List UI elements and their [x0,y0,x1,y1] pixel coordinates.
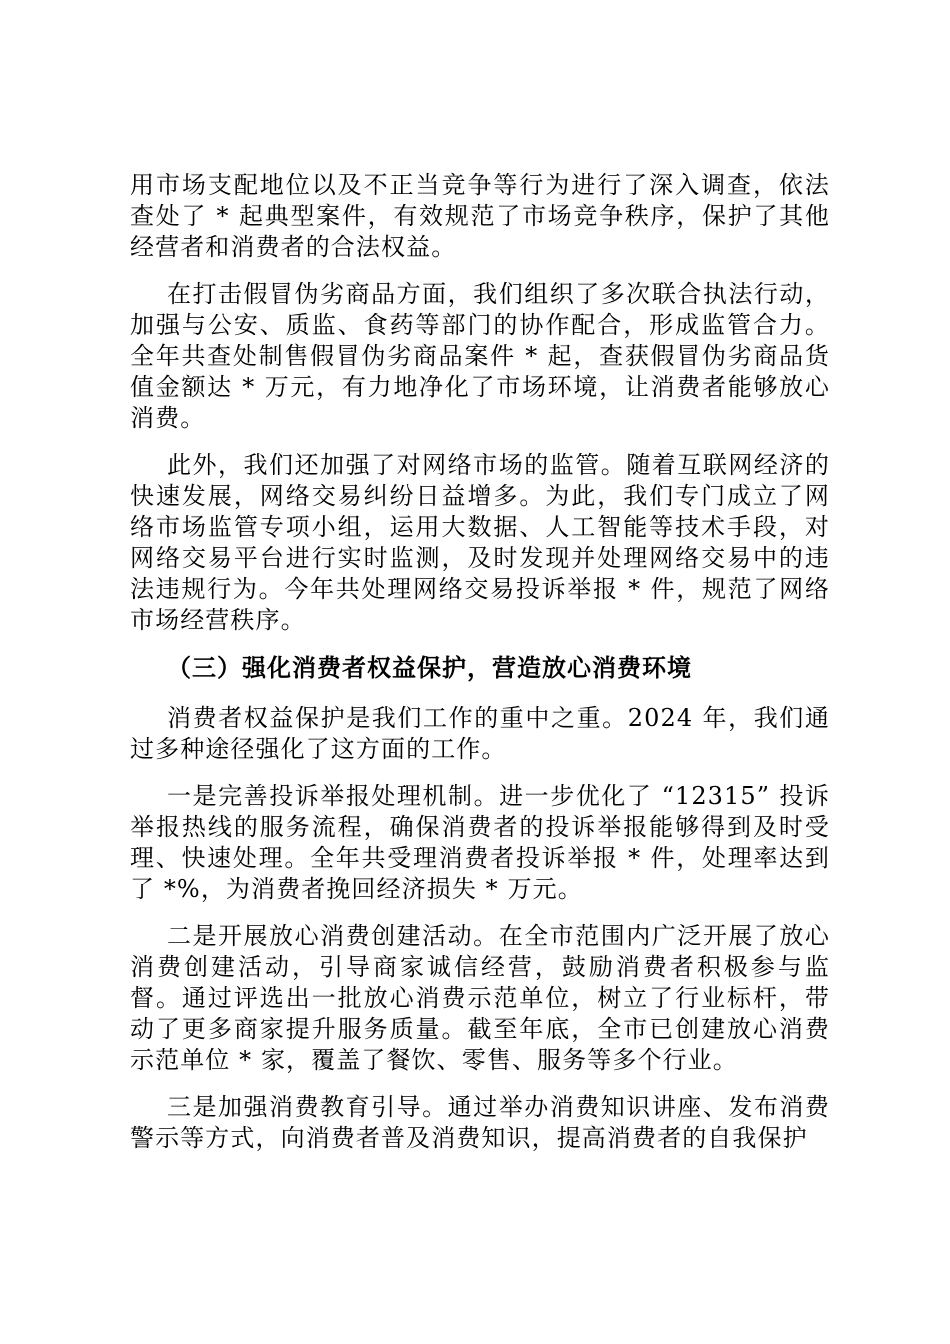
paragraph-consumer-intro: 消费者权益保护是我们工作的重中之重。2024 年，我们通过多种途径强化了这方面的工作。 [130,704,830,763]
paragraph-continued: 用市场支配地位以及不正当竞争等行为进行了深入调查，依法查处了 * 起典型案件，有效规范了市场竞争秩序，保护了其他经营者和消费者的合法权益。 [130,171,830,261]
document-body [130,170,830,1170]
paragraph-online-market: 此外，我们还加强了对网络市场的监管。随着互联网经济的快速发展，网络交易纠纷日益增多。为此，我们专门成立了网络市场监管专项小组，运用大数据、人工智能等技术手段，对网络交易平台进行实时监测，及时发现并处理网络交易中的违法违规行为。今年共处理网络交易投诉举报 * 件，规范了网络市场经营秩序。 [130,451,830,634]
paragraph-counterfeit: 在打击假冒伪劣商品方面，我们组织了多次联合执法行动，加强与公安、质监、食药等部门的协作配合，形成监管合力。全年共查处制售假冒伪劣商品案件 * 起，查获假冒伪劣商品货值金额达 * 万元，有力地净化了市场环境，让消费者能够放心消费。 [130,280,830,432]
paragraph-education: 三是加强消费教育引导。通过举办消费知识讲座、发布消费警示等方式，向消费者普及消费知识，提高消费者的自我保护 [130,1093,830,1152]
section-heading: （三）强化消费者权益保护，营造放心消费环境 [167,653,692,682]
paragraph-complaints: 一是完善投诉举报处理机制。进一步优化了 “12315” 投诉举报热线的服务流程，确保消费者的投诉举报能够得到及时受理、快速处理。全年共受理消费者投诉举报 * 件，处理率达到了 *%，为消费者挽回经济损失 * 万元。 [130,782,830,903]
paragraph-trust-consumption: 二是开展放心消费创建活动。在全市范围内广泛开展了放心消费创建活动，引导商家诚信经营，鼓励消费者积极参与监督。通过评选出一批放心消费示范单位，树立了行业标杆，带动了更多商家提升服务质量。截至年底，全市已创建放心消费示范单位 * 家，覆盖了餐饮、零售、服务等多个行业。 [130,922,830,1074]
